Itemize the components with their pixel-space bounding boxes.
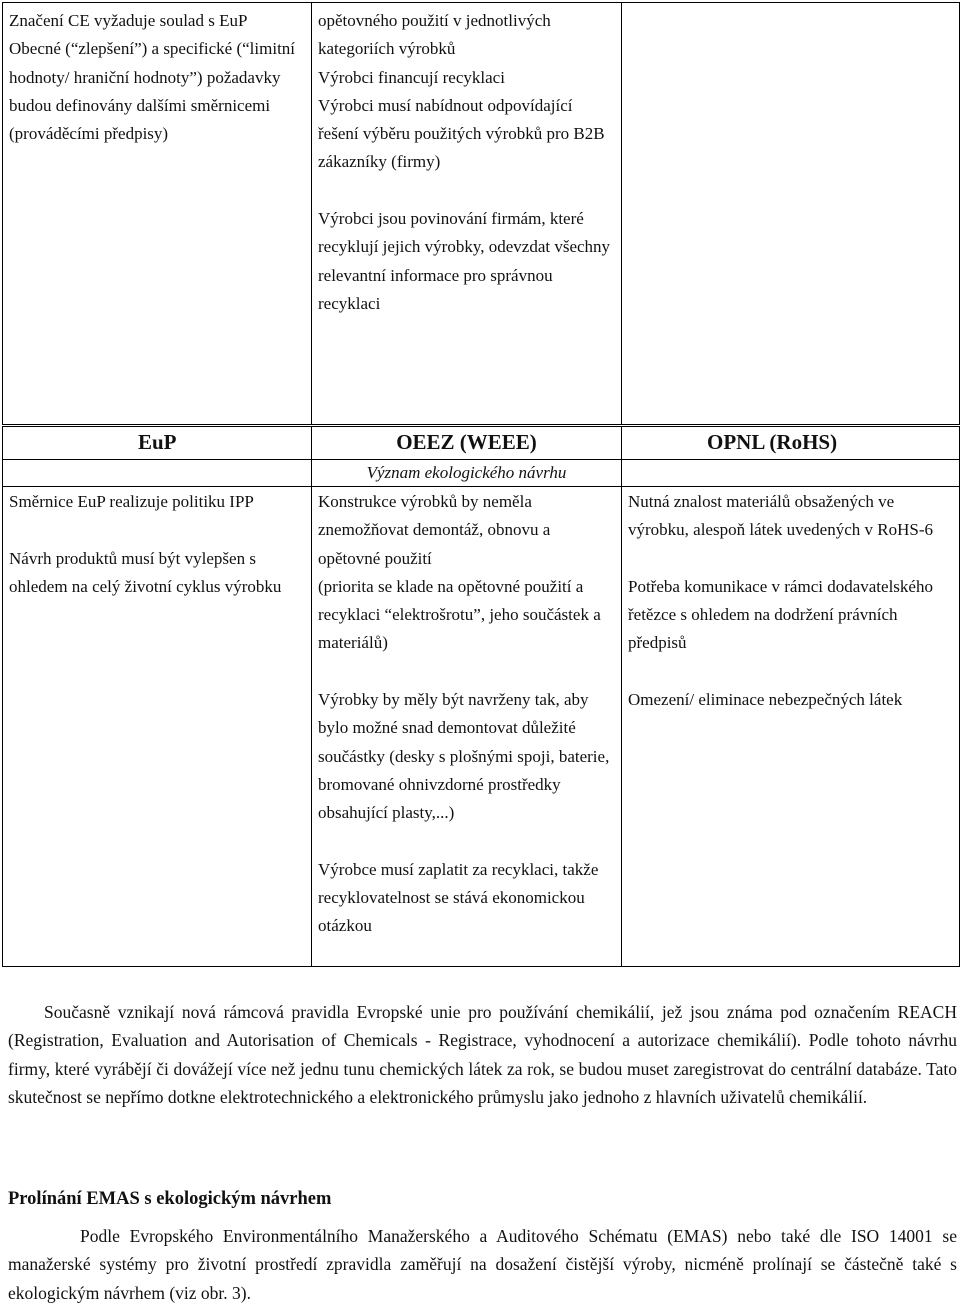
weee-cell [312, 487, 622, 967]
eup-requirements: Obecné (“zlepšení”) a specifické (“limitní hodnoty/ hraniční hodnoty”) požadavky budou definovány dalšími směrnicemi (prováděcími předpisy) [9, 39, 296, 144]
eup-cell-top [3, 3, 312, 425]
section-heading: Prolínání EMAS s ekologickým návrhem [8, 1189, 332, 1209]
eup-lifecycle: Návrh produktů musí být vylepšen s ohledem na celý životní cyklus výrobku [9, 548, 282, 596]
header-rohs: OPNL (RoHS) [622, 427, 960, 460]
weee-collection: Výrobci musí nabídnout odpovídající řešení výběru použitých výrobků pro B2B zákazníky (firmy) [318, 95, 605, 172]
eup-cell [3, 487, 312, 967]
rohs-cell [622, 487, 960, 967]
weee-disassembly: Výrobky by měly být navrženy tak, aby bylo možné snad demontovat důležité součástky (desky s plošnými spoji, baterie, bromované ohnivzdorné prostředky obsahující plasty,...) [318, 690, 610, 823]
weee-financing: Výrobci financují recyklaci [318, 67, 505, 87]
rohs-materials: Nutná znalost materiálů obsažených ve výrobku, alespoň látek uvedených v RoHS-6 [628, 492, 933, 540]
subheader-ecodesign: Význam ekologického návrhu [312, 460, 622, 487]
ecodesign-table [2, 426, 960, 967]
weee-priority: (priorita se klade na opětovné použití a recyklaci “elektrošrotu”, jeho součástek a materiálů) [318, 576, 601, 653]
weee-information: Výrobci jsou povinování firmám, které recyklují jejich výrobky, odevzdat všechny relevantní informace pro správnou recyklaci [318, 209, 611, 313]
subheader-empty-right [622, 460, 960, 487]
weee-reuse: opětovného použití v jednotlivých kategoriích výrobků [318, 11, 551, 59]
header-eup: EuP [3, 427, 312, 460]
weee-cell-top [312, 3, 622, 425]
header-weee: OEEZ (WEEE) [312, 427, 622, 460]
rohs-restriction: Omezení/ eliminace nebezpečných látek [628, 690, 903, 710]
eup-ipp: Směrnice EuP realizuje politiku IPP [9, 492, 254, 511]
eup-ce-marking: Značení CE vyžaduje soulad s EuP [9, 11, 248, 30]
reach-paragraph: Současně vznikají nová rámcová pravidla Evropské unie pro používání chemikálií, jež jsou známa pod označením REACH (Registration, Evaluation and Autorisation of Chemicals - Registrace, vyhodnocení a autorizace chemikálií). Podle tohoto návrhu firmy, které vyrábějí či dovážejí více než jednu tunu chemických látek za rok, se budou muset zaregistrovat do centrální databáze. Tato skutečnost se nepřímo dotkne elektrotechnického a elektronického průmyslu jako jednoho z hlavních uživatelů chemikálií. [8, 1002, 957, 1107]
rohs-cell-top [622, 3, 960, 425]
subheader-empty-left [3, 460, 312, 487]
rohs-supply-chain: Potřeba komunikace v rámci dodavatelského řetězce s ohledem na dodržení právních předpisů [628, 576, 933, 653]
weee-construction: Konstrukce výrobků by neměla znemožňovat demontáž, obnovu a opětovné použití [318, 492, 551, 568]
requirements-table-top [2, 2, 960, 425]
weee-payment: Výrobce musí zaplatit za recyklaci, takže recyklovatelnost se stává ekonomickou otázkou [318, 859, 599, 936]
emas-paragraph: Podle Evropského Environmentálního Manažerského a Auditového Schématu (EMAS) nebo také dle ISO 14001 se manažerské systémy pro životní prostředí zpravidla zaměřují na dosažení čistější výroby, nicméně prolínají se částečně také s ekologickým návrhem (viz obr. 3). [8, 1226, 957, 1303]
